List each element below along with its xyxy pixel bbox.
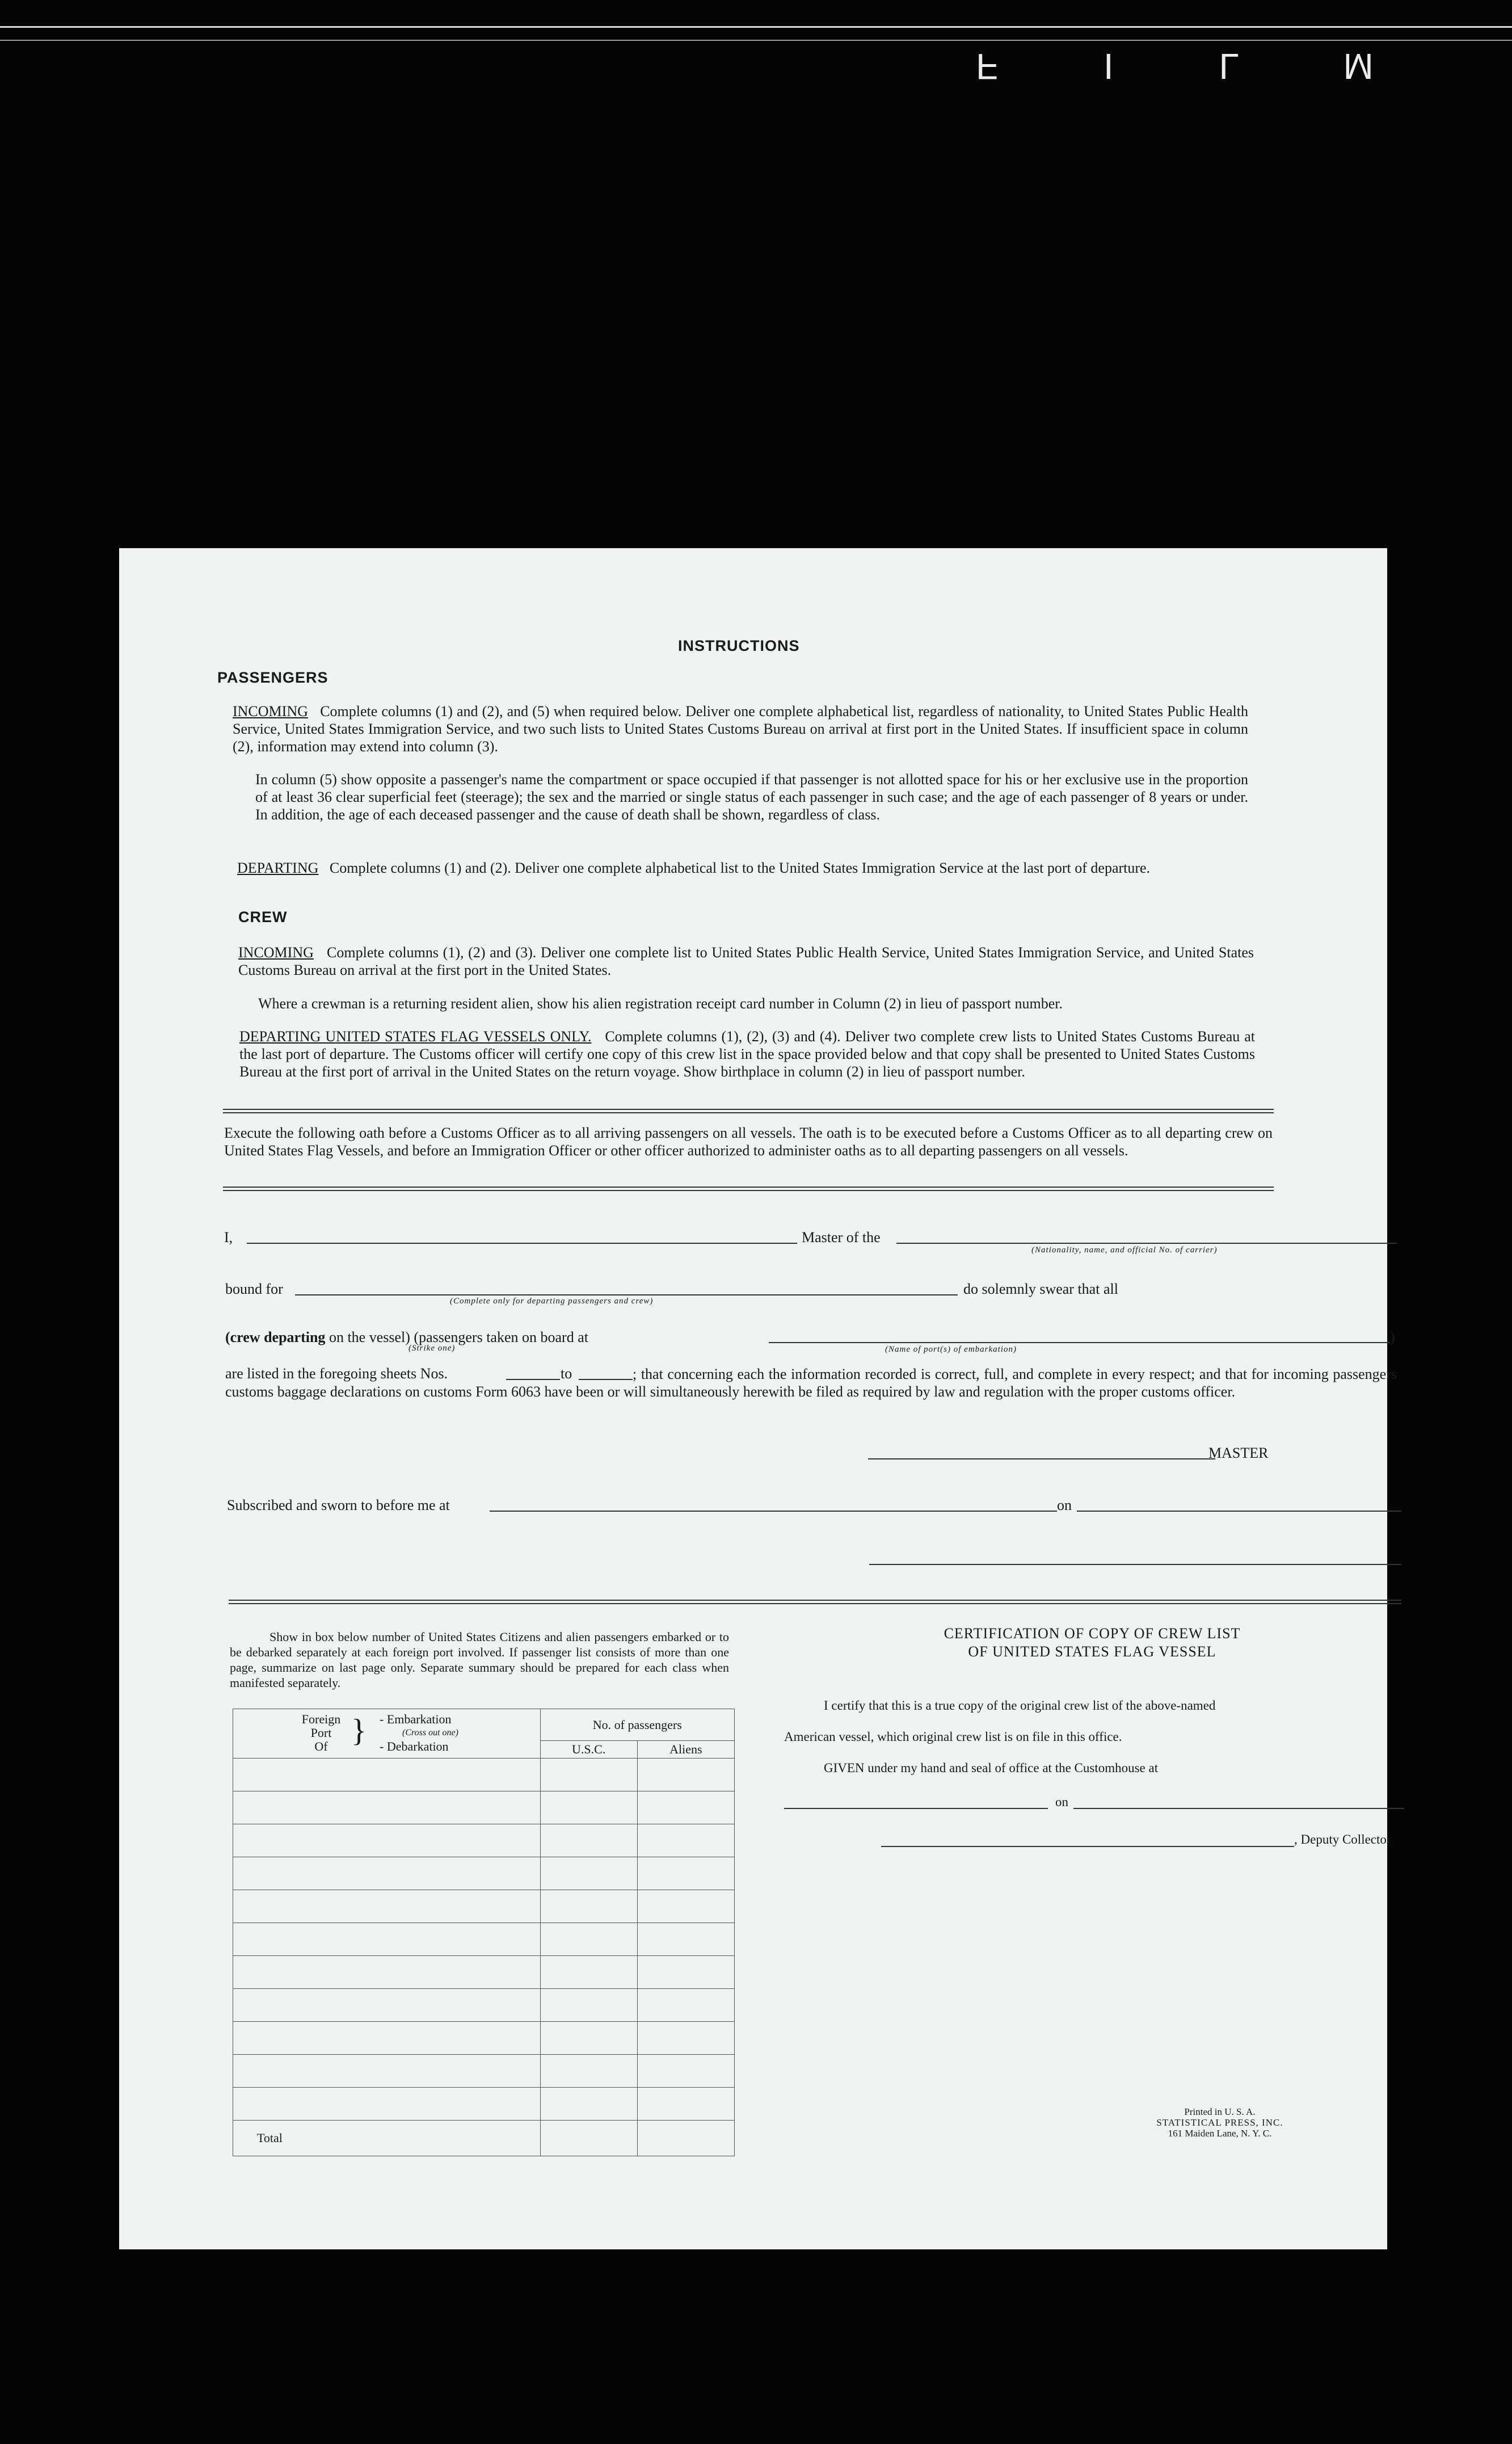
sworn-date-line[interactable] (1077, 1511, 1401, 1512)
table-row (233, 1923, 735, 1956)
table-row (233, 1890, 735, 1923)
passenger-summary-table (233, 1709, 735, 2156)
table-row (233, 2022, 735, 2055)
cross-out-caption: (Cross out one) (402, 1728, 458, 1738)
film-margin-marking: F I L M (976, 46, 1421, 87)
table-row (233, 2055, 735, 2088)
embarkation-port-line[interactable] (769, 1342, 1390, 1343)
aliens-cell[interactable] (637, 2022, 734, 2055)
port-cell[interactable] (233, 1857, 541, 1890)
usc-cell[interactable] (540, 1890, 637, 1923)
port-cell[interactable] (233, 1890, 541, 1923)
port-label: Port (310, 1726, 332, 1740)
aliens-cell[interactable] (637, 1791, 734, 1824)
aliens-cell[interactable] (637, 1923, 734, 1956)
instructions-title: INSTRUCTIONS (678, 637, 800, 654)
embarkation-label: - Embarkation (380, 1712, 452, 1726)
aliens-cell[interactable] (637, 1989, 734, 2022)
usc-cell[interactable] (540, 1956, 637, 1989)
master-of-the-label: Master of the (802, 1229, 881, 1246)
printer-line-3: 161 Maiden Lane, N. Y. C. (1168, 2128, 1272, 2139)
film-edge-line-lower (0, 40, 1512, 41)
usc-cell[interactable] (540, 1989, 637, 2022)
aliens-cell[interactable] (637, 2088, 734, 2121)
certification-line-3: GIVEN under my hand and seal of office at the Customhouse at (824, 1761, 1159, 1775)
crew-incoming-text: Complete columns (1), (2) and (3). Deliver one complete list to United States Public Health Service, United States Immigration Service, and United States Customs Bureau on arrival at the first port in the United States. (238, 944, 1254, 978)
passengers-departing-text: Complete columns (1) and (2). Deliver one complete alphabetical list to the United States Immigration Service at the last port of departure. (329, 860, 1151, 876)
passengers-departing-paragraph (237, 859, 1249, 877)
embarkation-port-caption: (Name of port(s) of embarkation) (885, 1345, 1017, 1354)
carrier-caption: (Nationality, name, and official No. of carrier) (1031, 1246, 1218, 1255)
deputy-collector-label: , Deputy Collector (1294, 1832, 1391, 1846)
total-label: Total (233, 2121, 541, 2156)
strike-one-caption: (Strike one) (408, 1344, 456, 1353)
passengers-incoming-paragraph (233, 703, 1248, 755)
port-cell[interactable] (233, 2055, 541, 2088)
on-vessel-text: on the vessel) (328, 1329, 410, 1345)
brace-glyph: } (351, 1713, 367, 1748)
total-usc-cell[interactable] (540, 2121, 637, 2156)
master-name-line[interactable] (247, 1243, 797, 1244)
passengers-heading: PASSENGERS (217, 669, 328, 686)
port-header-cell (233, 1709, 541, 1759)
sworn-on-label: on (1057, 1497, 1072, 1513)
of-label: Of (314, 1739, 328, 1753)
passengers-incoming-label: INCOMING (233, 703, 308, 720)
crew-incoming-paragraph (238, 944, 1254, 979)
carrier-line[interactable] (896, 1243, 1397, 1244)
usc-header: U.S.C. (540, 1741, 637, 1759)
certification-date-line[interactable] (1073, 1808, 1404, 1809)
table-row (233, 2088, 735, 2121)
aliens-cell[interactable] (637, 1857, 734, 1890)
usc-cell[interactable] (540, 1857, 637, 1890)
printer-line-2: STATISTICAL PRESS, INC. (1156, 2117, 1283, 2128)
table-row (233, 1791, 735, 1824)
close-paren: ) (1390, 1329, 1395, 1345)
master-signature-line[interactable] (868, 1458, 1215, 1459)
printer-line-1: Printed in U. S. A. (1184, 2106, 1256, 2117)
crew-heading: CREW (238, 908, 288, 926)
oath-statement: ; that concerning each the information recorded is correct, full, and complete in every respect; and that for incoming passengers customs baggage declarations on customs Form 6063 have been or will simultaneously herewith be filed as required by law and regulation with the proper customs officer. (225, 1366, 1397, 1400)
foreign-label: Foreign (301, 1712, 341, 1726)
aliens-cell[interactable] (637, 2055, 734, 2088)
section-divider-oath (223, 1187, 1274, 1191)
aliens-cell[interactable] (637, 1824, 734, 1857)
sheets-label: are listed in the foregoing sheets Nos. (225, 1365, 448, 1382)
deputy-signature-line[interactable] (881, 1846, 1294, 1847)
sworn-place-line[interactable] (490, 1511, 1057, 1512)
solemnly-swear-text: do solemnly swear that all (963, 1281, 1118, 1297)
subscribed-label: Subscribed and sworn to before me at (227, 1497, 450, 1513)
certification-line-1: I certify that this is a true copy of the original crew list of the above-named (824, 1698, 1216, 1713)
usc-cell[interactable] (540, 1759, 637, 1791)
passengers-incoming-text: Complete columns (1) and (2), and (5) when required below. Deliver one complete alphabetical list, regardless of nationality, to United States Public Health Service, United States Immigration Service, and two such lists to United States Customs Bureau on arrival at first port in the United States. If insufficient space in column (2), information may extend into column (3). (233, 703, 1249, 755)
certification-line-2: American vessel, which original crew list is on file in this office. (784, 1730, 1122, 1744)
oath-intro: Execute the following oath before a Customs Officer as to all arriving passengers on all vessels. The oath is to be executed before a Customs Officer as to all departing crew on United States Flag Vessels, and before an Immigration Officer or other officer authorized to administer oaths as to all departing passengers on all vessels. (224, 1125, 1273, 1159)
customhouse-line[interactable] (784, 1808, 1048, 1809)
usc-cell[interactable] (540, 1923, 637, 1956)
port-cell[interactable] (233, 1759, 541, 1791)
crew-incoming-label: INCOMING (238, 944, 314, 961)
aliens-cell[interactable] (637, 1956, 734, 1989)
aliens-cell[interactable] (637, 1890, 734, 1923)
port-cell[interactable] (233, 1989, 541, 2022)
no-of-passengers-header: No. of passengers (540, 1709, 734, 1741)
crew-departing-text: Complete columns (1), (2), (3) and (4). Deliver two complete crew lists to United States Customs Bureau at the last port of departure. The Customs officer will certify one copy of this crew list in the space provided below and that copy shall be presented to United States Customs Bureau at the first port of arrival in the United States on the return voyage. Show birthplace in column (2) in lieu of passport number. (239, 1028, 1256, 1080)
usc-cell[interactable] (540, 2088, 637, 2121)
passengers-departing-label: DEPARTING (237, 860, 319, 876)
port-cell[interactable] (233, 2088, 541, 2121)
table-row (233, 1956, 735, 1989)
debarkation-label: - Debarkation (380, 1739, 449, 1753)
table-row (233, 1857, 735, 1890)
port-cell[interactable] (233, 1824, 541, 1857)
aliens-header: Aliens (637, 1741, 734, 1759)
oath-i-label: I, (224, 1229, 233, 1246)
total-aliens-cell[interactable] (637, 2121, 734, 2156)
total-row (233, 2121, 735, 2156)
aliens-cell[interactable] (637, 1759, 734, 1791)
oath-certification-text (225, 1365, 1397, 1400)
usc-cell[interactable] (540, 2055, 637, 2088)
crew-resident-paragraph: Where a crewman is a returning resident alien, show his alien registration receipt card number in Column (2) in lieu of passport number. (258, 995, 1063, 1012)
passengers-taken-text: (passengers taken on board at (414, 1329, 588, 1345)
port-cell[interactable] (233, 1791, 541, 1824)
bound-for-line[interactable] (295, 1294, 958, 1295)
port-cell[interactable] (233, 2022, 541, 2055)
port-cell[interactable] (233, 1956, 541, 1989)
certification-on-label: on (1055, 1795, 1068, 1809)
usc-cell[interactable] (540, 1791, 637, 1824)
usc-cell[interactable] (540, 2022, 637, 2055)
crew-departing-option (225, 1329, 588, 1346)
form-page (119, 548, 1397, 2249)
bound-for-label: bound for (225, 1281, 283, 1297)
table-row (233, 1989, 735, 2022)
usc-cell[interactable] (540, 1824, 637, 1857)
section-divider (223, 1109, 1274, 1113)
master-signature-label: MASTER (1208, 1445, 1269, 1461)
crew-departing-paragraph (239, 1028, 1255, 1080)
section-divider-bottom (229, 1600, 1401, 1604)
crew-departing-label: DEPARTING UNITED STATES FLAG VESSELS ONLY. (239, 1028, 592, 1045)
table-row (233, 1824, 735, 1857)
certification-title-2: OF UNITED STATES FLAG VESSEL (968, 1643, 1216, 1660)
crew-departing-bold: (crew departing (225, 1329, 326, 1345)
sheets-to-label: to (561, 1365, 572, 1382)
officer-signature-line[interactable] (869, 1564, 1401, 1565)
summary-note: Show in box below number of United States Citizens and alien passengers embarked or to be debarked separately at each foreign port involved. If passenger list consists of more than one page, summarize on last page only. Separate summary should be prepared for each class when manifested separately. (230, 1630, 729, 1690)
table-row (233, 1759, 735, 1791)
port-cell[interactable] (233, 1923, 541, 1956)
film-edge-line (0, 26, 1512, 28)
column-five-paragraph: In column (5) show opposite a passenger's name the compartment or space occupied if that passenger is not allotted space for his or her exclusive use in the proportion of at least 36 clear superficial feet (steerage); the sex and the married or single status of each passenger in such case; and the age of each passenger of 8 years or under. In addition, the age of each deceased passenger and the cause of death shall be shown, regardless of class. (255, 771, 1248, 823)
bound-for-caption: (Complete only for departing passengers and crew) (450, 1297, 654, 1306)
certification-title-1: CERTIFICATION OF COPY OF CREW LIST (944, 1625, 1241, 1642)
